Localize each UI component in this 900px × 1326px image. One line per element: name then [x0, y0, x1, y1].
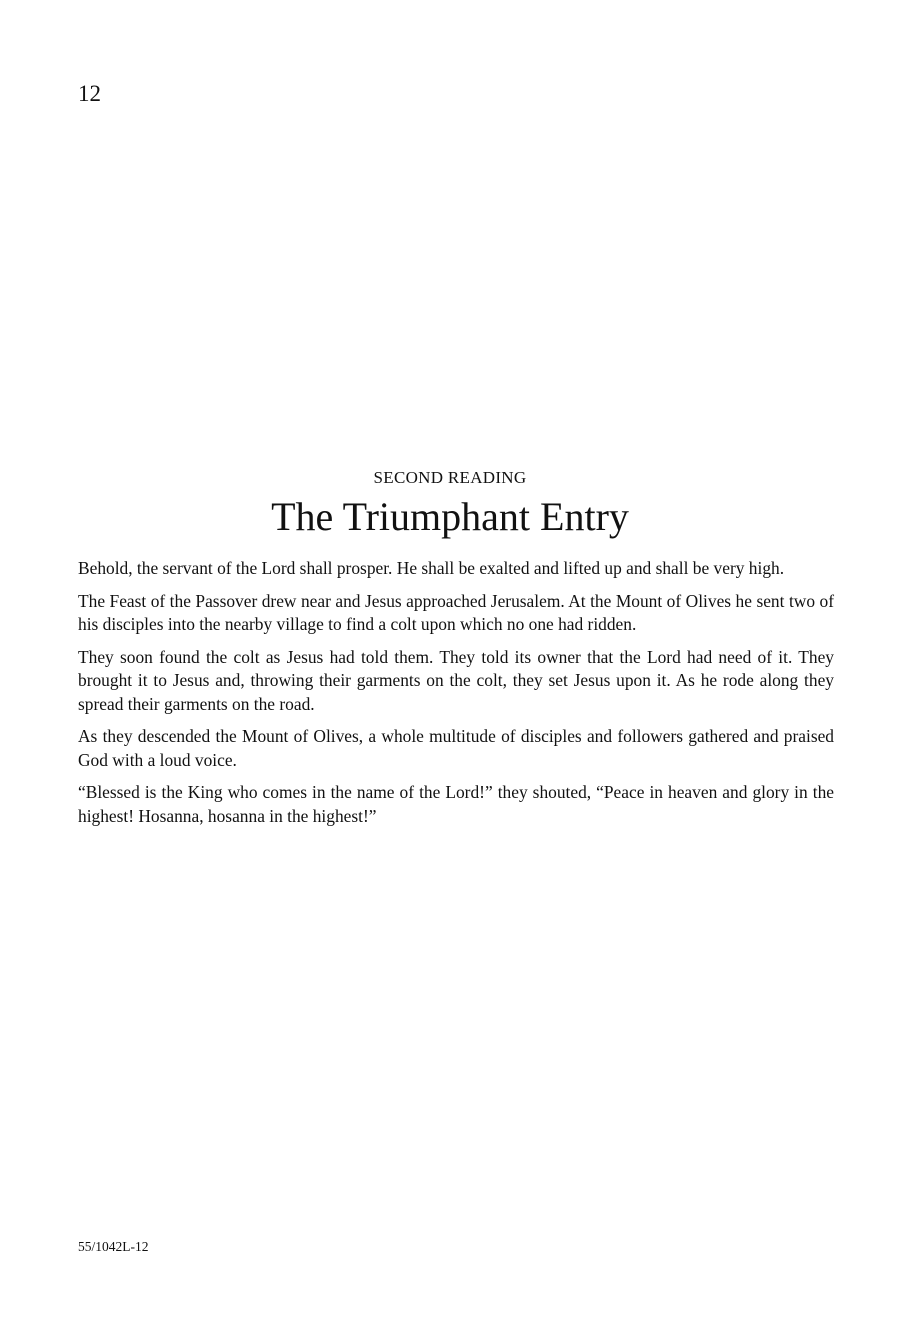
- footer-catalog-code: 55/1042L-12: [78, 1239, 149, 1254]
- paragraph-1: Behold, the servant of the Lord shall prosper. He shall be exalted and lifted up and shall be very high.: [78, 558, 785, 578]
- paragraph-5: “Blessed is the King who comes in the name of the Lord!” they shouted, “Peace in heaven and glory in the highest! Hosanna, hosanna in the highest!”: [78, 782, 834, 826]
- reading-heading: [0, 468, 900, 541]
- paragraph-3: They soon found the colt as Jesus had told them. They told its owner that the Lord had need of it. They brought it to Jesus and, throwing their garments on the colt, they set Jesus upon it. As he rode along they spread their garments on the road.: [78, 646, 834, 714]
- paragraph-4: As they descended the Mount of Olives, a whole multitude of disciples and followers gathered and praised God with a loud voice.: [78, 726, 834, 770]
- reading-title: The Triumphant Entry: [271, 494, 629, 539]
- paragraph-2: The Feast of the Passover drew near and Jesus approached Jerusalem. At the Mount of Olives he sent two of his disciples into the nearby village to find a colt upon which no one had ridden.: [78, 590, 834, 634]
- page-number: 12: [78, 81, 101, 106]
- section-label: SECOND READING: [373, 468, 527, 487]
- reading-body: [78, 557, 834, 837]
